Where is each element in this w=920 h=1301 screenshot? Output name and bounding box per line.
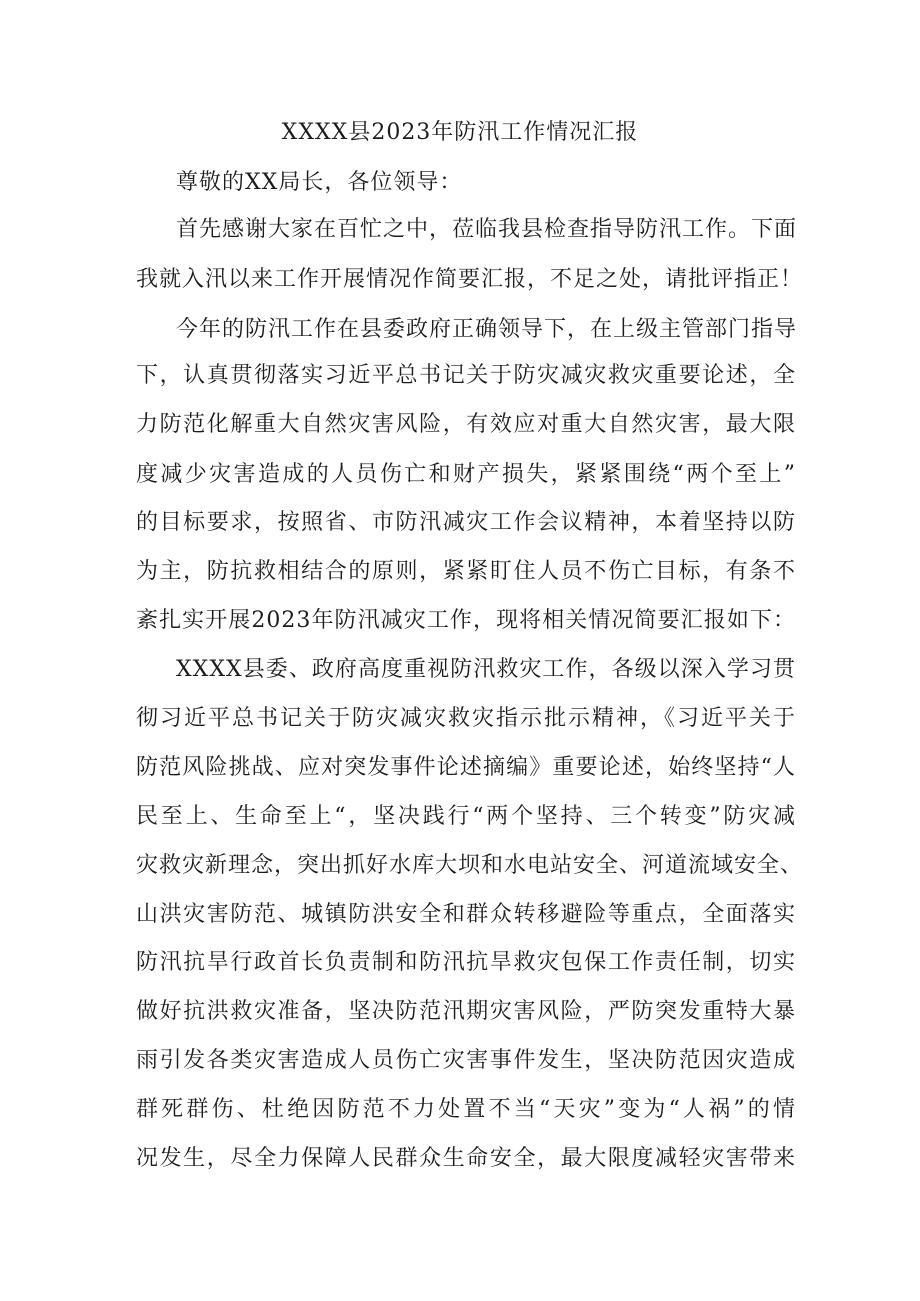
text-line: 我就入汛以来工作开展情况作简要汇报，不足之处，请批评指正！ (136, 267, 804, 292)
text-line: 做好抗洪救灾准备，坚决防范汛期灾害风险，严防突发重特大暴 (136, 999, 796, 1024)
text-line: 雨引发各类灾害造成人员伤亡灾害事件发生，坚决防范因灾造成 (136, 1048, 796, 1073)
text-line: 山洪灾害防范、城镇防洪安全和群众转移避险等重点，全面落实 (136, 902, 796, 927)
text-line: 的目标要求，按照省、市防汛减灾工作会议精神，本着坚持以防 (136, 510, 796, 535)
text-line: 度减少灾害造成的人员伤亡和财产损失，紧紧围绕“两个至上” (136, 462, 796, 487)
text-line: 防汛抗旱行政首长负责制和防汛抗旱救灾包保工作责任制，切实 (136, 950, 796, 975)
text-line: 为主，防抗救相结合的原则，紧紧盯住人员不伤亡目标，有条不 (136, 559, 796, 584)
text-line: 紊扎实开展2023年防汛减灾工作，现将相关情况简要汇报如下： (136, 608, 796, 633)
text-line: XXXX县委、政府高度重视防汛救灾工作，各级以深入学习贯 (176, 657, 796, 682)
text-line: 首先感谢大家在百忙之中，莅临我县检查指导防汛工作。下面 (176, 217, 798, 242)
text-line: 下，认真贯彻落实习近平总书记关于防灾减灾救灾重要论述，全 (136, 363, 796, 388)
text-line: 防范风险挑战、应对突发事件论述摘编》重要论述，始终坚持“人 (136, 755, 796, 780)
text-line: 况发生，尽全力保障人民群众生命安全，最大限度减轻灾害带来 (136, 1146, 796, 1171)
text-line: 今年的防汛工作在县委政府正确领导下，在上级主管部门指导 (176, 317, 798, 342)
document-title: XXXX县2023年防汛工作情况汇报 (281, 120, 639, 145)
text-line: 群死群伤、杜绝因防范不力处置不当“天灾”变为“人祸”的情 (136, 1097, 796, 1122)
text-line: 灾救灾新理念，突出抓好水库大坝和水电站安全、河道流域安全、 (136, 853, 804, 878)
text-line: 彻习近平总书记关于防灾减灾救灾指示批示精神，《习近平关于 (136, 706, 796, 731)
salutation: 尊敬的XX局长，各位领导： (176, 170, 463, 195)
text-line: 力防范化解重大自然灾害风险，有效应对重大自然灾害，最大限 (136, 412, 796, 437)
text-line: 民至上、生命至上“，坚决践行“两个坚持、三个转变”防灾减 (136, 804, 796, 829)
